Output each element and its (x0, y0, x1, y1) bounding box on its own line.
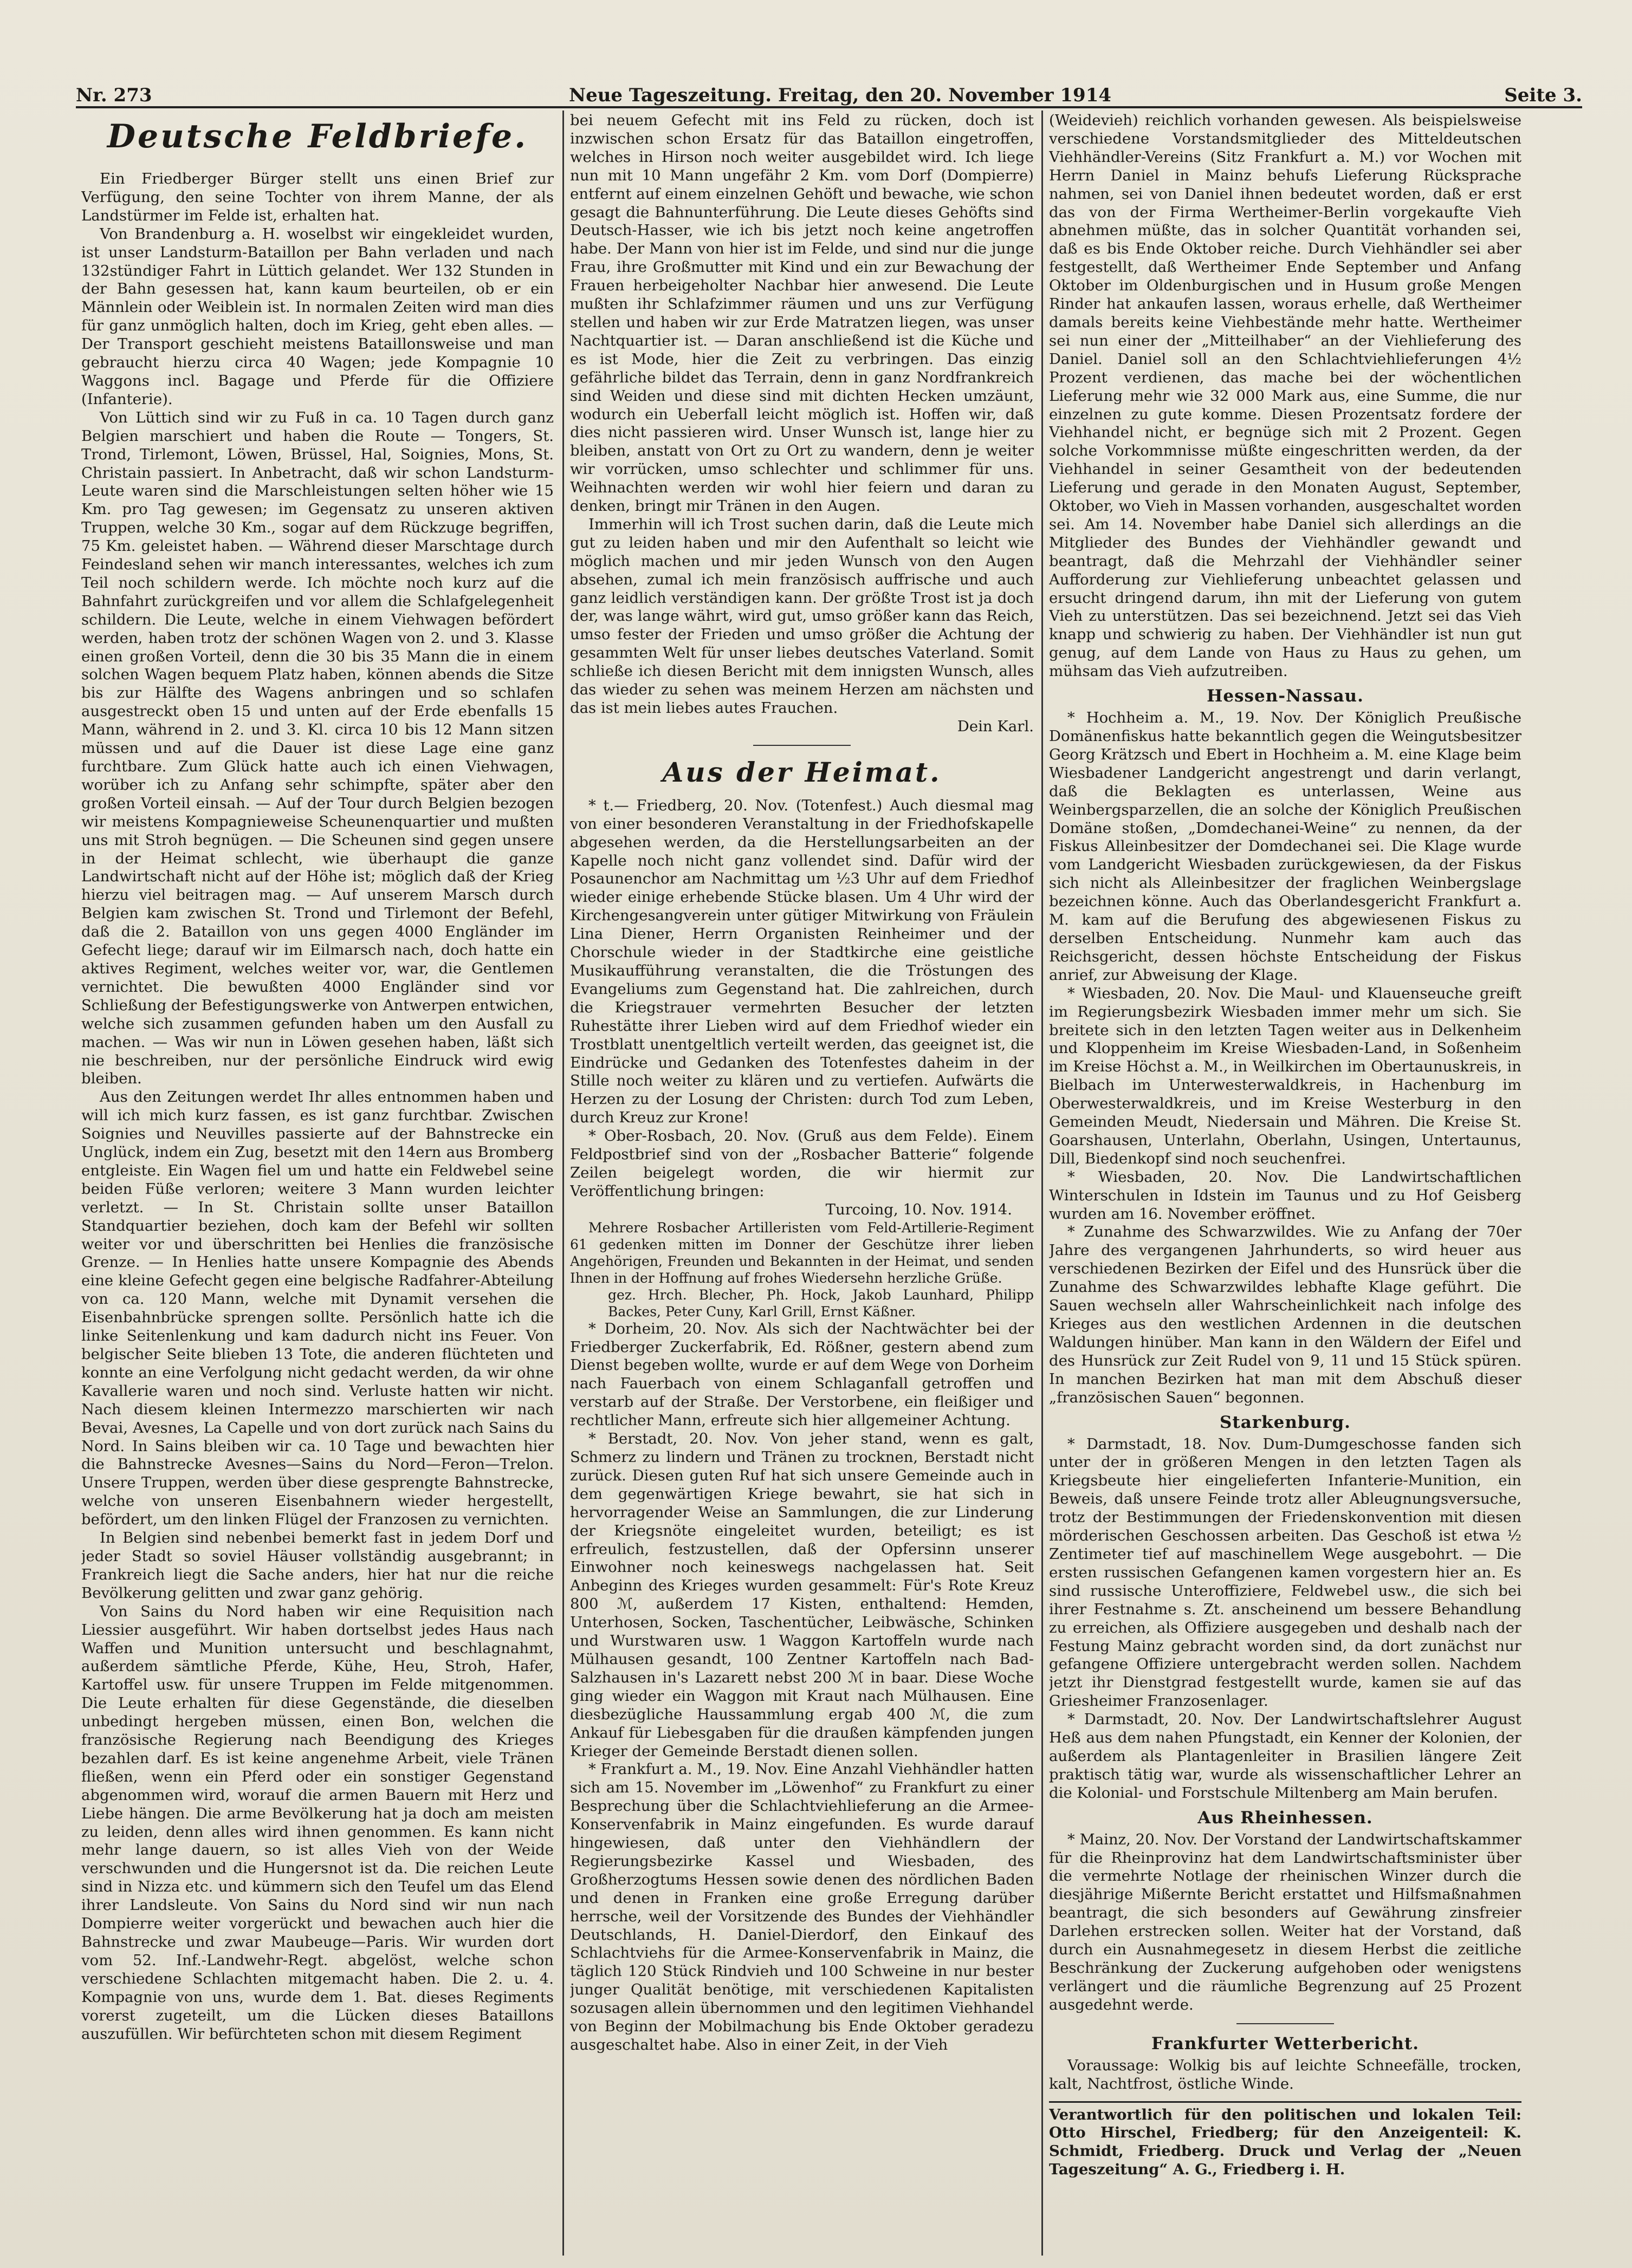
article-headline: Deutsche Feldbriefe. (107, 118, 528, 155)
paragraph: Ein Friedberger Bürger stellt uns einen Brief zur Verfügung, den seine Tochter von ihrem Manne, der als Landstürmer im Felde ist, erhalten hat. (81, 170, 554, 224)
news-item: * Darmstadt, 20. Nov. Der Landwirtschaftslehrer August Heß aus dem nahen Pfungstadt, ein Kenner der Kolonien, der außerdem als Plantagenleiter in Brasilien längere Zeit praktisch tätig war, wurde als wissenschaftlicher Lehrer an die Kolonial- und Forstschule Miltenberg am Main berufen. (1049, 1711, 1521, 1802)
paragraph: Aus den Zeitungen werdet Ihr alles entnommen haben und will ich mich kurz fassen, es ist ganz furchtbar. Zwischen Soignies und Neuvilles passierte auf der Bahnstrecke ein Unglück, indem ein Zug, besetzt mit den 14ern aus Bromberg entgleiste. Ein Wagen fiel um und hatte ein Feldwebel seine beiden Füße verloren; weitere 3 Mann wurden leichter verletzt. — In St. Christain sollte unser Bataillon Standquartier beziehen, doch kam der Befehl wir sollten weiter vor und überschritten bei Henlies die französische Grenze. — In Henlies hatte unsere Kompagnie des Abends eine kleine Gefecht gegen eine belgische Radfahrer-Abteilung von ca. 120 Mann, welche mit Dynamit versehen die Eisenbahnbrücke sprengen sollte. Persönlich hatte ich die linke Seitenlenkung und kam dadurch nicht ins Feuer. Von belgischer Seite blieben 13 Tote, die anderen flüchteten und konnte an eine Verfolgung nicht gedacht werden, da wir ohne Kavallerie waren und noch sind. Verluste hatten wir nicht. Nach diesem kleinen Intermezzo marschierten wir nach Bevai, Avesnes, La Capelle und von dort zurück nach Sains du Nord. In Sains bleiben wir ca. 10 Tage und bewachten hier die Bahnstrecke Avesnes—Sains du Nord—Feron—Trelon. Unsere Truppen, werden über diese gesprengte Bahnstrecke, welche von unseren Eisenbahnern wieder hergestellt, befördert, um den linken Flügel der Franzosen zu vernichten. (81, 1088, 554, 1529)
weather-forecast: Voraussage: Wolkig bis auf leichte Schneefälle, trocken, kalt, Nachtfrost, östliche Winde. (1049, 2056, 1521, 2092)
news-item: * Zunahme des Schwarzwildes. Wie zu Anfang der 70er Jahre des vergangenen Jahrhunderts, so wird heuer aus verschiedenen Bezirken der Eifel und des Hunsrück über die Zunahme des Schwarzwildes lebhafte Klage geführt. Die Sauen wechseln aller Wahrscheinlichkeit nach infolge des Krieges aus den westlichen Ardennen in die deutschen Waldungen hinüber. Man kann in den Wäldern der Eifel und des Hunsrück zur Zeit Rudel von 9, 11 und 15 Stück spüren. In manchen Bezirken hat man mit dem Abschuß dieser „französischen Sauen“ begonnen. (1049, 1223, 1521, 1406)
page-number: Seite 3. (1504, 85, 1582, 106)
news-item: * Frankfurt a. M., 19. Nov. Eine Anzahl Viehhändler hatten sich am 15. November im „Löwenhof“ zu Frankfurt zu einer Besprechung über die Schlachtviehlieferung an die Armee-Konservenfabrik in Mainz eingefunden. Es wurde darauf hingewiesen, daß unter den Viehhändlern der Regierungsbezirke Kassel und Wiesbaden, des Großherzogtums Hessen sowie denen des nördlichen Baden und denen in Franken eine große Erregung darüber herrsche, weil der Vorsitzende des Bundes der Viehhändler Deutschlands, H. Daniel-Dierdorf, den Einkauf des Schlachtviehs für die Armee-Konservenfabrik in Mainz, die täglich 120 Stück Rindvieh und 100 Schweine in nur bester junger Qualität benötige, mit verschiedenen Kapitalisten sozusagen allein übernommen und den legitimen Viehhandel von Beginn der Mobilmachung bis Ende Oktober geradezu ausgeschaltet habe. Also in einer Zeit, in der Vieh (570, 1760, 1034, 2053)
section-headline: Aus der Heimat. (662, 756, 942, 788)
issue-number: Nr. 273 (76, 85, 152, 106)
paragraph: Von Brandenburg a. H. woselbst wir eingekleidet wurden, ist unser Landsturm-Bataillon per Bahn verladen und nach 132stündiger Fahrt in Lüttich gelandet. Wer 132 Stunden in der Bahn gesessen hat, kann kaum beurteilen, ob er ein Männlein oder Weiblein ist. In normalen Zeiten wird man dies für ganz unmöglich halten, doch im Krieg, geht eben alles. — Der Transport geschieht meistens Bataillonsweise und man gebraucht hierzu circa 40 Wagen; jede Kompagnie 10 Waggons incl. Bagage und Pferde für die Offiziere (Infanterie). (81, 225, 554, 408)
news-item: * Mainz, 20. Nov. Der Vorstand der Landwirtschaftskammer für die Rheinprovinz hat dem Landwirtschaftsminister über die vermehrte Notlage der rheinischen Winzer durch die diesjährige Mißernte Bericht erstattet und Hilfsmaßnahmen beantragt, die sich besonders auf Gewährung zinsfreier Darlehen erstrecken sollen. Weiter hat der Vorstand, daß durch ein Ausnahmegesetz in diesem Herbst die zeitliche Beschränkung der Zuckerung aufgehoben oder wenigstens verlängert und die räumliche Begrenzung auf 25 Prozent ausgedehnt werde. (1049, 1830, 1521, 2013)
letter-date: Turcoing, 10. Nov. 1914. (825, 1200, 1012, 1218)
paragraph: Von Sains du Nord haben wir eine Requisition nach Liessier ausgeführt. Wir haben dortselbst jedes Haus nach Waffen und Munition untersucht und beschlagnahmt, außerdem sämtliche Pferde, Kühe, Heu, Stroh, Hafer, Kartoffel usw. für unsere Truppen im Felde mitgenommen. Die Leute erhalten für diese Gegenstände, die dieselben unbedingt hergeben müssen, einen Bon, welchen die französische Regierung nach Beendigung des Krieges bezahlen darf. Es ist keine angenehme Arbeit, viele Tränen fließen, wenn ein Pferd oder ein sonstiger Gegenstand abgenommen wird, worauf die armen Bauern mit Herz und Liebe hängen. Die arme Bevölkerung hat ja doch am meisten zu leiden, denn alles wird ihnen genommen. Es kann nicht mehr lange dauern, so ist alles Vieh von der Weide verschwunden und die Hungersnot ist da. Die reichen Leute sind in Nizza etc. und kümmern sich den Teufel um das Elend ihrer Landsleute. Von Sains du Nord sind wir nun nach Dompierre weiter vorgerückt und bewachen auch hier die Bahnstrecke und zwar Maubeuge—Paris. Wir wurden dort vom 52. Inf.-Landwehr-Regt. abgelöst, welche schon verschiedene Schlachten mitgemacht haben. Die 2. u. 4. Kompagnie von uns, wurde dem 1. Bat. dieses Regiments vorerst zugeteilt, um die Lücken dieses Bataillons auszufüllen. Wir befürchteten schon mit diesem Regiment (81, 1602, 554, 2043)
news-item: * Wiesbaden, 20. Nov. Die Maul- und Klauenseuche greift im Regierungsbezirk Wiesbaden immer mehr um sich. Sie breitete sich in den letzten Tagen weiter aus in Delkenheim und Kloppenheim im Kreise Wiesbaden-Land, in Soßenheim im Kreise Höchst a. M., in Weilkirchen im Obertaunuskreis, in Bielbach im Unterwesterwaldkreis, in Hachenburg im Oberwesterwaldkreis, und im Kreise Westerburg in den Gemeinden Meudt, Niedersain und Mähren. Die Kreise St. Goarshausen, Unterlahn, Oberlahn, Usingen, Untertaunus, Dill, Biedenkopf sind noch seuchenfrei. (1049, 984, 1521, 1167)
news-item: * Darmstadt, 18. Nov. Dum-Dumgeschosse fanden sich unter der in größeren Mengen in den letzten Tagen als Kriegsbeute hier eingelieferten Infanterie-Munition, ein Beweis, daß unsere Feinde trotz aller Ableugnungsversuche, trotz der Bestimmungen der Friedenskonvention mit diesen mörderischen Geschossen arbeiten. Das Geschoß ist etwa ½ Zentimeter tief auf maschinellem Wege ausgebohrt. — Die ersten russischen Gefangenen kamen vorgestern hier an. Es sind russische Unteroffiziere, Feldwebel usw., die sich bei ihrer Festnahme s. Zt. anscheinend um bessere Behandlung zu erreichen, als Offiziere ausgegeben und deshalb nach der Festung Mainz gebracht worden sind, da dort zunächst nur gefangene Offiziere untergebracht werden sollen. Nachdem jetzt ihr Dienstgrad festgestellt wurde, kamen sie auf das Griesheimer Franzosenlager. (1049, 1435, 1521, 1710)
paragraph: In Belgien sind nebenbei bemerkt fast in jedem Dorf und jeder Stadt so soviel Häuser vollständig ausgebrannt; in Frankreich liegt die Sache anders, hier hat nur die reiche Bevölkerung gelitten und zwar ganz gehörig. (81, 1529, 554, 1602)
divider (1236, 2023, 1334, 2024)
column-1 (81, 112, 554, 2262)
column-2 (570, 112, 1034, 2262)
column-divider (562, 111, 564, 2256)
masthead-rule (76, 106, 1582, 108)
letter-signers: gez. Hrch. Blecher, Ph. Hock, Jakob Launhard, Philipp Backes, Peter Cuny, Karl Grill, Ernst Käßner. (608, 1286, 1034, 1320)
section-heading: Aus Rheinhessen. (1197, 1808, 1373, 1828)
weather-heading: Frankfurter Wetterbericht. (1151, 2033, 1419, 2053)
divider (753, 745, 851, 746)
news-item: * t.— Friedberg, 20. Nov. (Totenfest.) Auch diesmal mag von einer besonderen Veranstaltung in der Friedhofskapelle abgesehen werden, da die Herstellungsarbeiten an der Kapelle noch nicht ganz vollendet sind. Dafür wird der Posaunenchor am Nachmittag um ½3 Uhr auf dem Friedhof wieder einige erhebende Stücke blasen. Um 4 Uhr wird der Kirchengesangverein unter gütiger Mitwirkung von Fräulein Lina Diener, Herrn Organisten Reinheimer und der Chorschule wieder in der Stadtkirche eine geistliche Musikaufführung veranstalten, die die Tröstungen des Evangeliums zum Gegenstand hat. Die zahlreichen, durch die Kriegstrauer vermehrten Besucher der letzten Ruhestätte ihrer Lieben wird auf dem Friedhof wieder ein Trostblatt unentgeltlich verteilt werden, das geeignet ist, die Eindrücke und Gedanken des Totenfestes daheim in der Stille noch weiter zu klären und zu vertiefen. Aufwärts die Herzen zu der Losung der Christen: durch Tod zum Leben, durch Kreuz zur Krone! (570, 796, 1034, 1127)
letter-text: Mehrere Rosbacher Artilleristen vom Feld-Artillerie-Regiment 61 gedenken mitten im Donner der Geschütze ihrer lieben Angehörigen, Freunden und Bekannten in der Heimat, und senden Ihnen in der Hoffnung auf frohes Wiedersehn herzliche Grüße. (570, 1219, 1034, 1286)
news-item: * Wiesbaden, 20. Nov. Die Landwirtschaftlichen Winterschulen in Idstein im Taunus und zu Hof Geisberg wurden am 16. November eröffnet. (1049, 1168, 1521, 1223)
imprint: Verantwortlich für den politischen und lokalen Teil: Otto Hirschel, Friedberg; für den Anzeigenteil: K. Schmidt, Friedberg. Druck und Verlag der „Neuen Tageszeitung“ A. G., Friedberg i. H. (1049, 2105, 1521, 2179)
news-item: * Dorheim, 20. Nov. Als sich der Nachtwächter bei der Friedberger Zuckerfabrik, Ed. Rößner, gestern abend zum Dienst begeben wollte, wurde er auf dem Wege von Dorheim nach Fauerbach von einem Schlaganfall getroffen und verstarb auf der Straße. Der Verstorbene, ein fleißiger und rechtlicher Mann, erfreute sich hier allgemeiner Achtung. (570, 1320, 1034, 1429)
letter-signature: Dein Karl. (957, 717, 1034, 735)
news-item: * Hochheim a. M., 19. Nov. Der Königlich Preußische Domänenfiskus hatte bekanntlich gegen die Weingutsbesitzer Georg Krätzsch und Ebert in Hochheim a. M. eine Klage beim Wiesbadener Landgericht angestrengt und darin verlangt, daß die Beklagten es unterlassen, Weine aus Weinbergsparzellen, die an solche der Königlich Preußischen Domäne stoßen, „Domdechanei-Weine“ zu nennen, da der Fiskus Alleinbesitzer der Domdechanei sei. Die Klage wurde vom Landgericht Wiesbaden zurückgewiesen, da der Fiskus sich nicht als Alleinbesitzer der fraglichen Weinbergslage bezeichnen könne. Auch das Oberlandesgericht Frankfurt a. M. kam auf die Berufung des abgewiesenen Fiskus zu derselben Entscheidung. Nunmehr kam auch das Reichsgericht, dessen höchste Entscheidung der Fiskus anrief, zur Abweisung der Klage. (1049, 709, 1521, 984)
paragraph: Von Lüttich sind wir zu Fuß in ca. 10 Tagen durch ganz Belgien marschiert und haben die Route — Tongers, St. Trond, Tirlemont, Löwen, Brüssel, Hal, Soignies, Mons, St. Christain passiert. In Anbetracht, daß wir schon Landsturm-Leute waren sind die Marschleistungen selten höher wie 15 Km. pro Tag gewesen; im Gegensatz zu unseren aktiven Truppen, welche 30 Km., sogar auf dem Rückzuge begriffen, 75 Km. geleistet haben. — Während dieser Marschtage durch Feindesland sehen wir manch interessantes, welches ich zum Teil noch schildern werde. Ich möchte noch kurz auf die Bahnfahrt zurückgreifen und vor allem die Schlafgelegenheit schildern. Die Leute, welche in einem Viehwagen befördert werden, haben trotz der schönen Wagen von 2. und 3. Klasse einen großen Vorteil, denn die 30 bis 35 Mann die in einem solchen Wagen bequem Platz haben, können abends die Sitze bis zur Hälfte des Wagens anbringen und so schlafen ausgestreckt oben 15 und unten auf der Erde ebenfalls 15 Mann, während in 2. und 3. Kl. circa 10 bis 12 Mann sitzen müssen und auf die Dauer ist diese Lage eine ganz furchtbare. Zum Glück hatte auch ich einen Viehwagen, worüber ich zu Anfang sehr schimpfte, später aber den großen Vorteil einsah. — Auf der Tour durch Belgien bezogen wir meistens Kompagnieweise Scheunenquartier und mußten uns mit Stroh begnügen. — Die Scheunen sind gegen unsere in der Heimat schlecht, wie überhaupt die ganze Landwirtschaft nicht auf der Höhe ist; möglich daß der Krieg hierzu viel beitragen mag. — Auf unserem Marsch durch Belgien kam zwischen St. Trond und Tirlemont der Befehl, daß die 2. Bataillon von uns gegen 4000 Engländer im Gefecht liege; darauf wir im Eilmarsch nach, doch hatte ein aktives Regiment, welches weiter vor, war, die Gentlemen vernichtet. Die bewußten 4000 Engländer sind vor Schließung der Befestigungswerke von Antwerpen entwichen, welche sich zusammen gefunden haben um den Ausfall zu machen. — Was wir nun in Löwen gesehen haben, läßt sich nie beschreiben, nur der persönliche Eindruck wird ewig bleiben. (81, 408, 554, 1088)
paragraph: (Weidevieh) reichlich vorhanden gewesen. Als beispielsweise verschiedene Vorstandsmitglieder des Mitteldeutschen Viehhändler-Vereins (Sitz Frankfurt a. M.) vor Wochen mit Herrn Daniel in Mainz behufs Lieferung Rücksprache nahmen, sei von Daniel ihnen bedeutet worden, daß er erst das von der Firma Wertheimer-Berlin vorgekaufte Vieh abnehmen müßte, das in solcher Quantität vorhanden sei, daß es bis Ende Oktober reiche. Durch Viehhändler sei aber festgestellt, daß Wertheimer Ende September und Anfang Oktober im Oldenburgischen und in Husum große Mengen Rinder hat ankaufen lassen, woraus erhelle, daß Wertheimer damals bereits keine Viehbestände mehr hatte. Wertheimer sei nun einer der „Mitteilhaber“ an der Viehlieferung des Daniel. Daniel soll an den Schlachtviehlieferungen 4½ Prozent verdienen, das mache bei der wöchentlichen Lieferung mehr wie 32 000 Mark aus, eine Summe, die nur einzelnen zu gute komme. Diesen Prozentsatz fordere der Viehhandel nicht, er begnüge sich mit 2 Prozent. Gegen solche Vorkommnisse müßte eingeschritten werden, da der Viehhandel in seiner Gesamtheit von der bedeutenden Lieferung und gerade in den Monaten August, September, Oktober, wo Vieh in Massen vorhanden, ausgeschaltet worden sei. Am 14. November habe Daniel sich allerdings an die Mitglieder des Bundes der Viehhändler gewandt und beantragt, daß die Mehrzahl der Viehhändler seiner Aufforderung zur Viehlieferung unbeachtet gelassen und ersucht dringend darum, ihn mit der Lieferung von gutem Vieh zu unterstützen. Das sei bezeichnend. Jetzt sei das Vieh knapp und schwierig zu haben. Der Viehhändler ist nun gut genug, auf dem Lande von Haus zu Haus zu gehen, um mühsam das Vieh aufzutreiben. (1049, 112, 1521, 680)
masthead (76, 81, 1582, 106)
news-item: * Berstadt, 20. Nov. Von jeher stand, wenn es galt, Schmerz zu lindern und Tränen zu trocknen, Berstadt nicht zurück. Diesen guten Ruf hat sich unsere Gemeinde auch in dem gegenwärtigen Kriege bewahrt, sie hat sich in hervorragender Weise an Sammlungen, die zur Linderung der Kriegsnöte eingeleitet wurden, beteiligt; es ist erfreulich, festzustellen, daß der Opfersinn unserer Einwohner noch keineswegs nachgelassen hat. Seit Anbeginn des Krieges wurden gesammelt: Für's Rote Kreuz 800 ℳ, außerdem 17 Kisten, enthaltend: Hemden, Unterhosen, Socken, Taschentücher, Leibwäsche, Schinken und Wurstwaren usw. 1 Waggon Kartoffeln wurde nach Mülhausen gesandt, 100 Zentner Kartoffeln nach Bad-Salzhausen in's Lazarett nebst 200 ℳ in baar. Diese Woche ging wieder ein Waggon mit Kraut nach Mülhausen. Eine diesbezügliche Haussammlung ergab 400 ℳ, die zum Ankauf für Liebesgaben für die draußen kämpfenden jungen Krieger der Gemeinde Berstadt dienen sollen. (570, 1430, 1034, 1760)
column-3 (1049, 112, 1521, 2262)
paper-title-date: Neue Tageszeitung. Freitag, den 20. November 1914 (569, 85, 1112, 106)
news-item: * Ober-Rosbach, 20. Nov. (Gruß aus dem Felde). Einem Feldpostbrief sind von der „Rosbacher Batterie“ folgende Zeilen beigelegt worden, die wir hiermit zur Veröffentlichung bringen: (570, 1127, 1034, 1200)
section-heading: Starkenburg. (1220, 1412, 1351, 1432)
imprint-rule (1049, 2101, 1521, 2103)
section-heading: Hessen-Nassau. (1207, 686, 1364, 706)
paragraph: Immerhin will ich Trost suchen darin, daß die Leute mich gut zu leiden haben und mir den Aufenthalt so leicht wie möglich machen und mir jeden Wunsch von den Augen absehen, zumal ich mein französisch auffrische und auch ganz leidlich verständigen kann. Der größte Trost ist ja doch der, was lange währt, wird gut, umso größer kann das Reich, umso fester der Frieden und umso größer die Achtung der gesammten Welt für unser liebes deutsches Vaterland. Somit schließe ich diesen Bericht mit dem innigsten Wunsch, alles das wieder zu sehen was meinem Herzen am nächsten und das ist mein liebes autes Frauchen. (570, 515, 1034, 717)
column-divider (1041, 111, 1043, 2256)
paragraph: bei neuem Gefecht mit ins Feld zu rücken, doch ist inzwischen schon Ersatz für das Bataillon eingetroffen, welches in Hirson noch weiter ausgebildet wird. Ich liege nun mit 10 Mann ungefähr 2 Km. vom Dorf (Dompierre) entfernt auf einem einzelnen Gehöft und bewache, wie schon gesagt die Bahnunterführung. Die Leute dieses Gehöfts sind Deutsch-Hasser, wie ich bis jetzt noch keine angetroffen habe. Der Mann von hier ist im Felde, und sind nur die junge Frau, ihre Großmutter mit Kind und ein zur Bewachung der Frauen herbeigeholter Nachbar hier anwesend. Die Leute mußten ihr Schlafzimmer räumen und uns zur Verfügung stellen und haben wir zur Erde Matratzen liegen, was unser Nachtquartier ist. — Daran anschließend ist die Küche und es ist Mode, hier die Zeit zu verbringen. Das einzig gefährliche bildet das Terrain, denn in ganz Nordfrankreich sind Weiden und diese sind mit dichten Hecken umzäunt, wodurch ein Ueberfall leicht möglich ist. Hoffen wir, daß dies nicht passieren wird. Unser Wunsch ist, lange hier zu bleiben, anstatt von Ort zu Ort zu wandern, denn je weiter wir vorrücken, umso schlechter und schlimmer für uns. Weihnachten werden wir wohl hier feiern und daran zu denken, bringt mir Tränen in den Augen. (570, 112, 1034, 515)
